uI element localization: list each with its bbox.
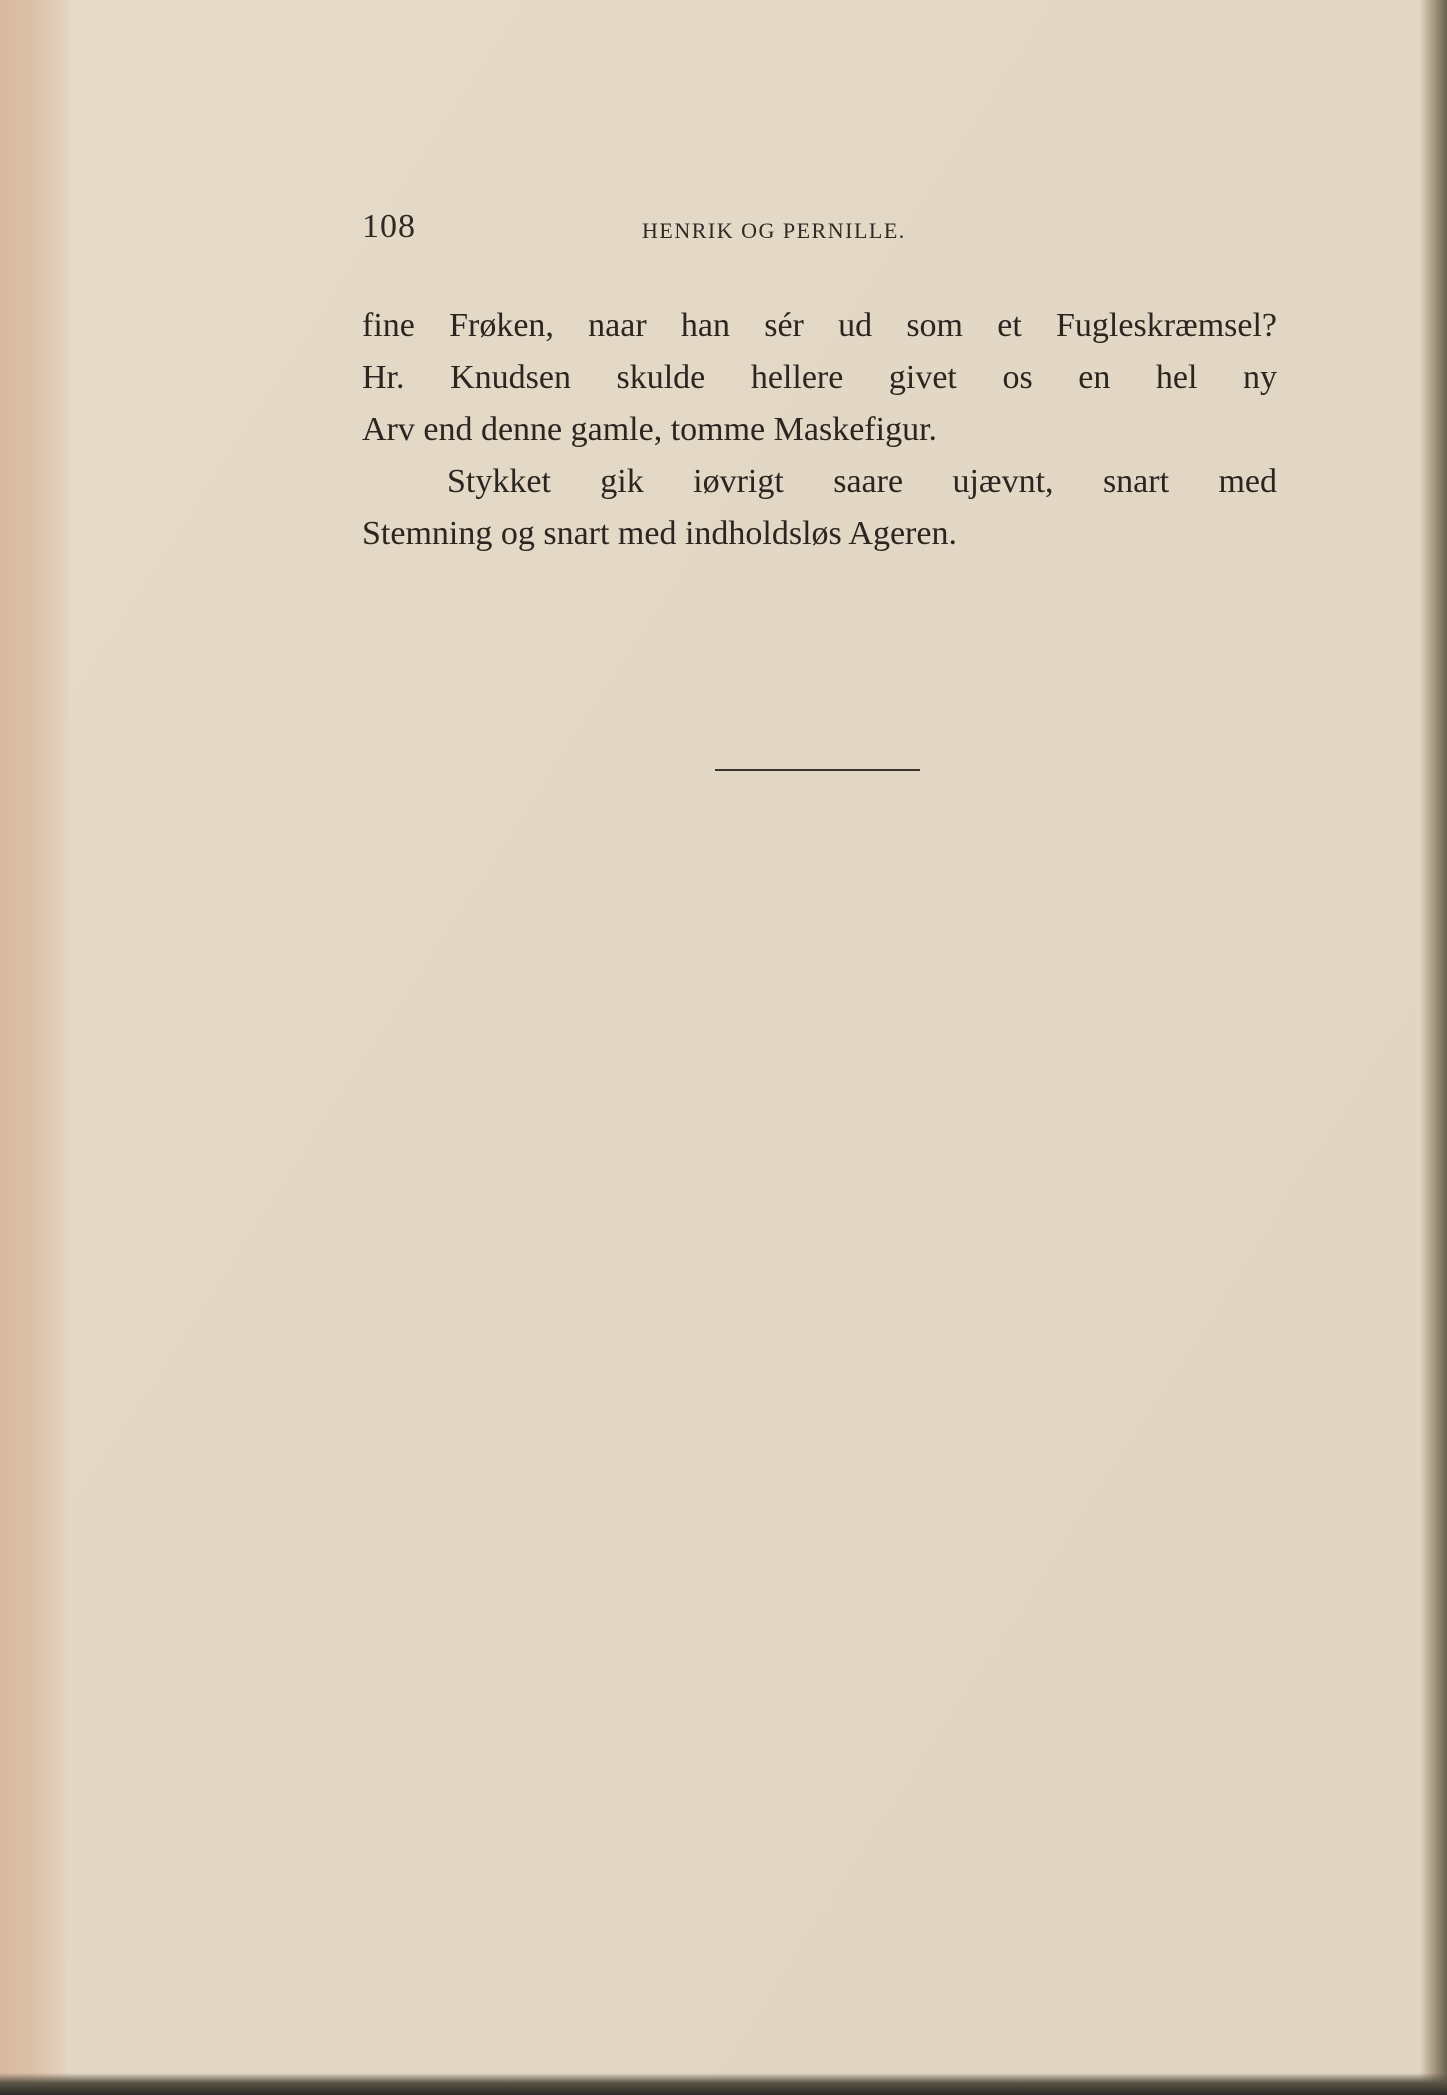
text-line: Stemning og snart med indholdsløs Ageren. [362, 515, 957, 552]
book-spine-edge [0, 0, 70, 2095]
running-header [362, 208, 1262, 248]
text-line: Hr. Knudsen skulde hellere givet os en hel ny [362, 359, 1277, 396]
page-right-edge-shadow [1419, 0, 1447, 2095]
text-line: Arv end denne gamle, tomme Maskefigur. [362, 411, 938, 448]
running-title: HENRIK OG PERNILLE. [642, 218, 906, 243]
end-of-section-rule [715, 769, 920, 771]
text-line: Stykket gik iøvrigt saare ujævnt, snart med [447, 463, 1277, 500]
body-text [362, 300, 1277, 560]
page-bottom-edge-shadow [0, 2073, 1447, 2095]
page-number: 108 [362, 208, 416, 245]
text-line: fine Frøken, naar han sér ud som et Fugleskræmsel? [362, 307, 1277, 344]
